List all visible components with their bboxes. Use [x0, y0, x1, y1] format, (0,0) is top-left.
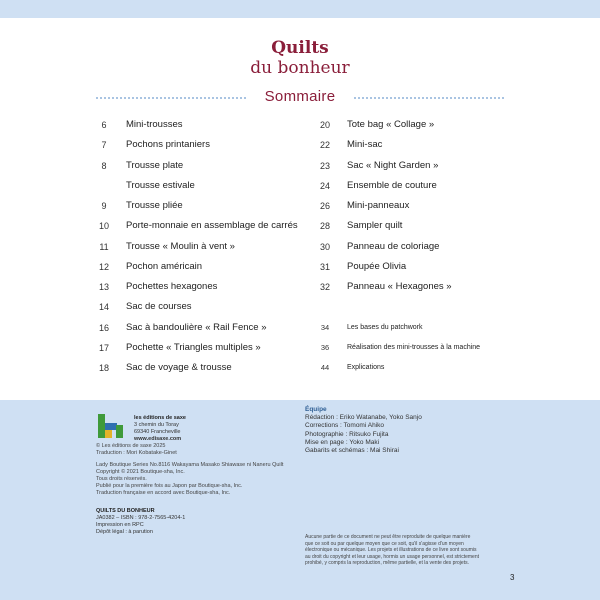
toc-entry: [313, 300, 513, 320]
legal-line: que ce soit ou par quelque moyen que ce soit, qu'il s'agisse d'un moyen: [305, 540, 464, 547]
isbn-line: JA0382 – ISBN : 978-2-7565-4204-1: [96, 515, 186, 521]
toc-page-number: 11: [99, 241, 109, 252]
translation-line: Traduction : Mori Kobatake-Ginet: [96, 450, 177, 456]
toc-page-number: 17: [98, 342, 109, 353]
toc-entry: [313, 179, 513, 199]
toc-page-number: 7: [101, 140, 107, 151]
toc-page-number: 14: [98, 302, 109, 313]
toc-page-number: 34: [320, 322, 330, 332]
toc-title: Poupée Olivia: [347, 260, 407, 272]
toc-page-number: 9: [101, 201, 107, 211]
printing-line: Impression en RPC: [96, 522, 144, 528]
toc-page-number: 16: [98, 322, 109, 333]
toc-title: Explications: [347, 364, 385, 371]
toc-page-number: 13: [98, 282, 109, 292]
toc-entry: [92, 118, 302, 138]
toc-title: Trousse pliée: [126, 200, 183, 211]
toc-title: Panneau de coloriage: [347, 240, 440, 252]
original-line: Publié pour la première fois au Japon par Boutique-sha, Inc.: [96, 483, 243, 489]
toc-page-number: 20: [319, 120, 330, 130]
toc-entry: [313, 159, 513, 179]
toc-title: Tote bag « Collage »: [347, 119, 435, 130]
toc-page-number: 10: [98, 221, 109, 232]
toc-entry: [313, 321, 513, 341]
toc-title: Sampler quilt: [347, 220, 403, 232]
toc-title: Pochette « Triangles multiples »: [126, 341, 261, 353]
toc-page-number: 28: [319, 221, 330, 232]
toc-title: Pochons printaniers: [126, 139, 210, 151]
toc-page-number: 44: [320, 363, 330, 372]
toc-entry: [92, 361, 302, 381]
toc-entry: [313, 341, 513, 361]
credit-line: Photographie : Ritsuko Fujita: [305, 430, 389, 438]
toc-right-column: [313, 118, 513, 381]
publisher-website: www.edisaxe.com: [134, 436, 182, 442]
toc-title: Sac « Night Garden »: [347, 159, 439, 171]
credit-line: Gabarits et schémas : Mai Shirai: [305, 447, 399, 455]
publisher-address-line: 3 chemin du Toray: [134, 422, 179, 428]
toc-left-column: [92, 118, 302, 381]
credit-line: Mise en page : Yoko Maki: [305, 438, 380, 446]
toc-title: Trousse « Moulin à vent »: [126, 240, 235, 252]
toc-entry: [92, 321, 302, 341]
publisher-address: [134, 415, 186, 443]
toc-page-number: 31: [319, 261, 330, 272]
toc-entry: [92, 341, 302, 361]
toc-entry: [313, 361, 513, 381]
toc-page-number: 18: [98, 363, 109, 373]
toc-page-number: 22: [319, 140, 330, 151]
legal-line: électronique ou mécanique. Les projets et illustrations de ce livre sont soumis: [305, 547, 477, 554]
toc-entry: [92, 280, 302, 300]
toc-entry: [313, 280, 513, 300]
toc-title: Mini-sac: [347, 139, 383, 151]
original-line: Traduction française en accord avec Boutique-sha, Inc.: [96, 490, 231, 496]
publisher-name: les éditions de saxe: [134, 415, 186, 421]
toc-entry: [92, 240, 302, 260]
toc-entry: [92, 179, 302, 199]
legal-line: prohibé, y compris la reproduction, même partielle, et la vente des projets.: [305, 560, 469, 567]
toc-page-number: 32: [319, 282, 330, 292]
title-sub: du bonheur: [250, 58, 350, 78]
top-band: [0, 0, 600, 18]
toc-page-number: 30: [319, 241, 330, 252]
original-line: Lady Boutique Series No.8116 Wakayama Masako Shiawase ni Naneru Quilt: [96, 462, 284, 468]
legal-notice: [305, 534, 505, 567]
team-heading: Équipe: [305, 406, 327, 413]
team-credits: [305, 406, 422, 455]
bottom-panel: [0, 400, 600, 600]
toc-title: Sac de courses: [126, 301, 192, 313]
toc-title: Ensemble de couture: [347, 179, 437, 191]
toc-page-number: 6: [101, 120, 107, 130]
toc-page-number: 26: [319, 201, 330, 211]
original-line: Copyright © 2021 Boutique-sha, Inc.: [96, 469, 185, 475]
toc-entry: [92, 159, 302, 179]
section-title: Sommaire: [264, 88, 336, 105]
toc-entry: [313, 260, 513, 280]
toc-title: Pochon américain: [126, 260, 203, 272]
legal-line: au droit du copyright et leur usage, hormis un usage personnel, est strictement: [305, 553, 479, 560]
toc-title: Sac à bandoulière « Rail Fence »: [126, 321, 267, 333]
toc-entry: [92, 300, 302, 320]
legal-deposit-line: Dépôt légal : à parution: [96, 529, 153, 535]
section-heading: [96, 88, 504, 108]
isbn-heading: QUILTS DU BONHEUR: [96, 508, 155, 514]
toc-entry: [313, 199, 513, 219]
toc-title: Les bases du patchwork: [347, 323, 423, 331]
toc-title: Pochettes hexagones: [126, 281, 218, 292]
toc-page-number: 36: [320, 342, 330, 352]
toc-entry: [313, 240, 513, 260]
copyright-line: © Les éditions de saxe 2025: [96, 443, 166, 449]
toc-entry: [92, 260, 302, 280]
toc-title: Panneau « Hexagones »: [347, 281, 452, 292]
page-number: 3: [510, 573, 515, 582]
toc-title: Réalisation des mini-trousses à la machine: [347, 343, 481, 351]
toc-title: Mini-panneaux: [347, 200, 410, 211]
toc-entry: [92, 199, 302, 219]
original-line: Tous droits réservés.: [96, 476, 147, 482]
toc-title: Mini-trousses: [126, 119, 183, 130]
toc-entry: [313, 138, 513, 158]
copyright-block: [96, 443, 177, 457]
toc-page-number: 8: [101, 160, 107, 171]
toc-title: Sac de voyage & trousse: [126, 362, 232, 373]
original-edition-block: [96, 462, 283, 497]
toc-entry: [313, 118, 513, 138]
toc-title: Trousse plate: [126, 159, 184, 171]
credit-line: Corrections : Tomomi Ahiko: [305, 422, 384, 430]
credit-line: Rédaction : Eriko Watanabe, Yoko Sanjo: [305, 414, 422, 422]
toc-entry: [313, 219, 513, 239]
publisher-address-line: 69340 Francheville: [134, 429, 181, 435]
legal-line: Aucune partie de ce document ne peut être reproduite de quelque manière: [305, 534, 471, 540]
title-main: Quilts: [271, 38, 329, 58]
isbn-block: [96, 508, 185, 536]
publisher-logo: [97, 413, 125, 439]
toc-page-number: 24: [319, 180, 330, 191]
toc-entry: [92, 219, 302, 239]
toc-title: Trousse estivale: [126, 179, 195, 191]
book-title: [60, 38, 540, 78]
toc-page-number: 23: [319, 160, 330, 171]
toc-title: Porte-monnaie en assemblage de carrés: [126, 220, 298, 232]
toc-entry: [92, 138, 302, 158]
toc-page-number: 12: [98, 261, 109, 272]
